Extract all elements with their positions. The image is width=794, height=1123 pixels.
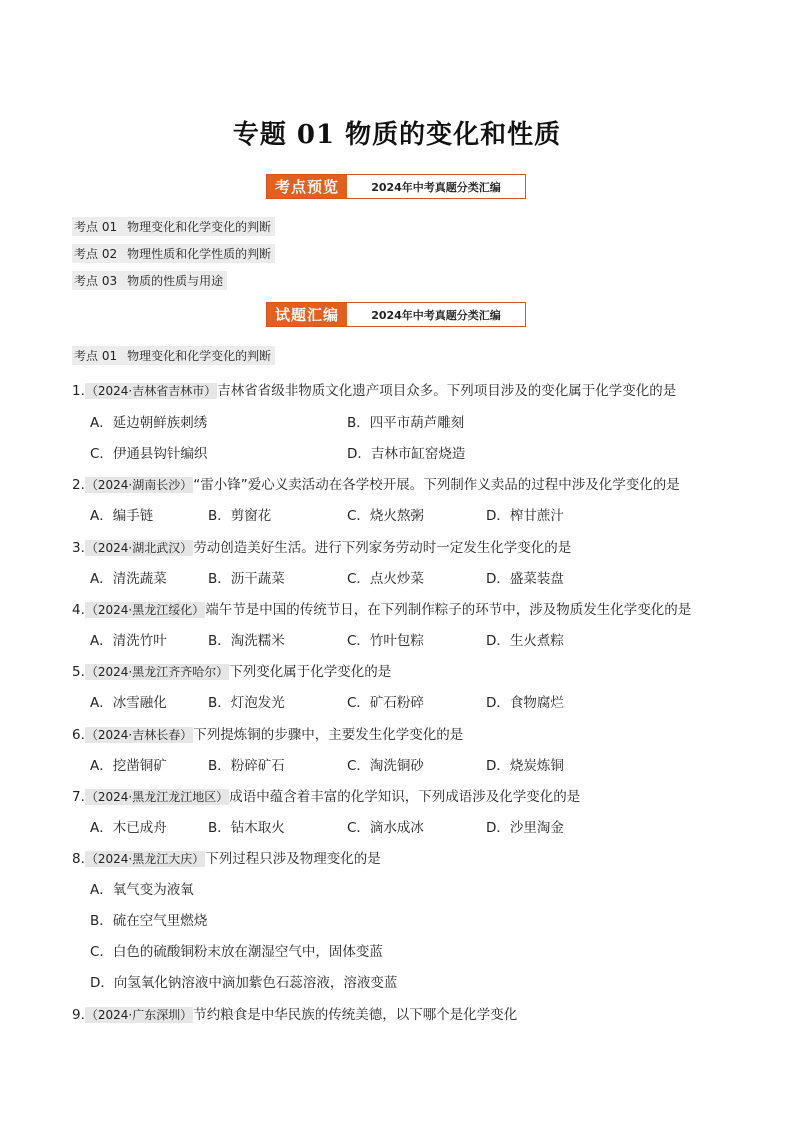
question-2 (72, 473, 680, 493)
toc-code: 考点 03 (74, 274, 118, 288)
option: A．冰雪融化 (90, 695, 167, 711)
question-source: （2024·吉林省吉林市） (85, 384, 217, 398)
question-text: 下列变化属于化学变化的是 (229, 664, 392, 680)
option: D．榨甘蔗汁 (486, 508, 564, 524)
option: A．清洗竹叶 (90, 633, 167, 649)
banner-preview-subtitle: 2024年中考真题分类汇编 (371, 180, 501, 194)
question-source: （2024·黑龙江大庆） (85, 852, 205, 866)
question-number: 5. (72, 664, 85, 680)
question-number: 2. (72, 477, 85, 493)
option: C．滴水成冰 (347, 820, 424, 836)
toc-code: 考点 01 (74, 220, 118, 234)
option: A．清洗蔬菜 (90, 571, 167, 587)
option: A．挖凿铜矿 (90, 758, 167, 774)
toc-label: 物理变化和化学变化的判断 (127, 220, 272, 234)
toc-label: 物理性质和化学性质的判断 (127, 247, 272, 261)
banner-questions-subtitle: 2024年中考真题分类汇编 (371, 308, 501, 322)
banner-preview (266, 174, 526, 199)
question-text: 劳动创造美好生活。进行下列家务劳动时一定发生化学变化的是 (193, 540, 572, 556)
option: D．盛菜装盘 (486, 571, 564, 587)
question-5 (72, 660, 391, 680)
question-3 (72, 536, 571, 556)
option: C．烧火熬粥 (347, 508, 424, 524)
option: C．淘洗铜砂 (347, 758, 424, 774)
option: A．木已成舟 (90, 820, 167, 836)
option: D．生火煮粽 (486, 633, 564, 649)
banner-preview-tag: 考点预览 (267, 175, 347, 198)
toc-item (72, 271, 227, 290)
question-8 (72, 847, 381, 867)
question-source: （2024·黑龙江齐齐哈尔） (85, 665, 229, 679)
question-text: 下列过程只涉及物理变化的是 (205, 851, 381, 867)
option: B．沥干蔬菜 (208, 571, 285, 587)
question-1 (72, 379, 676, 399)
question-9 (72, 1003, 517, 1023)
question-text: 端午节是中国的传统节日，在下列制作粽子的环节中，涉及物质发生化学变化的是 (205, 602, 692, 618)
question-text: “雷小锋”爱心义卖活动在各学校开展。下列制作义卖品的过程中涉及化学变化的是 (193, 477, 680, 493)
question-number: 4. (72, 602, 85, 618)
option: C．点火炒菜 (347, 571, 424, 587)
question-text: 节约粮食是中华民族的传统美德，以下哪个是化学变化 (193, 1007, 518, 1023)
option: B．剪窗花 (208, 508, 272, 524)
option: B．硫在空气里燃烧 (90, 913, 208, 929)
toc-label: 物质的性质与用途 (127, 274, 224, 288)
toc-item (72, 217, 275, 236)
question-text: 吉林省省级非物质文化遗产项目众多。下列项目涉及的变化属于化学变化的是 (217, 383, 677, 399)
question-number: 8. (72, 851, 85, 867)
option: D．吉林市缸窑烧造 (347, 446, 466, 462)
question-source: （2024·吉林长春） (85, 728, 193, 742)
question-number: 3. (72, 540, 85, 556)
question-source: （2024·黑龙江龙江地区） (85, 790, 229, 804)
option: D．沙里淘金 (486, 820, 564, 836)
option: B．粉碎矿石 (208, 758, 285, 774)
section-code: 考点 01 (74, 349, 118, 363)
option: C．矿石粉碎 (347, 695, 424, 711)
option: D．向氢氧化钠溶液中滴加紫色石蕊溶液，溶液变蓝 (90, 975, 398, 991)
toc-code: 考点 02 (74, 247, 118, 261)
option: A．编手链 (90, 508, 154, 524)
question-7 (72, 785, 580, 805)
option: A．氧气变为液氧 (90, 882, 194, 898)
question-source: （2024·湖南长沙） (85, 478, 193, 492)
option: B．钻木取火 (208, 820, 285, 836)
banner-questions (266, 302, 526, 327)
banner-questions-tag: 试题汇编 (267, 303, 347, 326)
option: C．伊通县钩针编织 (90, 446, 208, 462)
option: B．淘洗糯米 (208, 633, 285, 649)
question-source: （2024·湖北武汉） (85, 541, 193, 555)
question-6 (72, 723, 463, 743)
option: D．食物腐烂 (486, 695, 564, 711)
section-heading (72, 346, 275, 365)
toc-item (72, 244, 275, 263)
option: C．白色的硫酸铜粉末放在潮湿空气中，固体变蓝 (90, 944, 383, 960)
question-4 (72, 598, 691, 618)
question-number: 1. (72, 383, 85, 399)
section-label: 物理变化和化学变化的判断 (127, 349, 272, 363)
question-number: 7. (72, 789, 85, 805)
option: D．烧炭炼铜 (486, 758, 564, 774)
option: C．竹叶包粽 (347, 633, 424, 649)
question-source: （2024·广东深圳） (85, 1008, 193, 1022)
question-number: 9. (72, 1007, 85, 1023)
option: B．灯泡发光 (208, 695, 285, 711)
question-number: 6. (72, 727, 85, 743)
question-source: （2024·黑龙江绥化） (85, 603, 205, 617)
option: A．延边朝鲜族刺绣 (90, 415, 208, 431)
question-text: 下列提炼铜的步骤中，主要发生化学变化的是 (193, 727, 464, 743)
page-title: 专题 01 物质的变化和性质 (232, 120, 562, 150)
option: B．四平市葫芦雕刻 (347, 415, 465, 431)
question-text: 成语中蕴含着丰富的化学知识，下列成语涉及化学变化的是 (229, 789, 581, 805)
